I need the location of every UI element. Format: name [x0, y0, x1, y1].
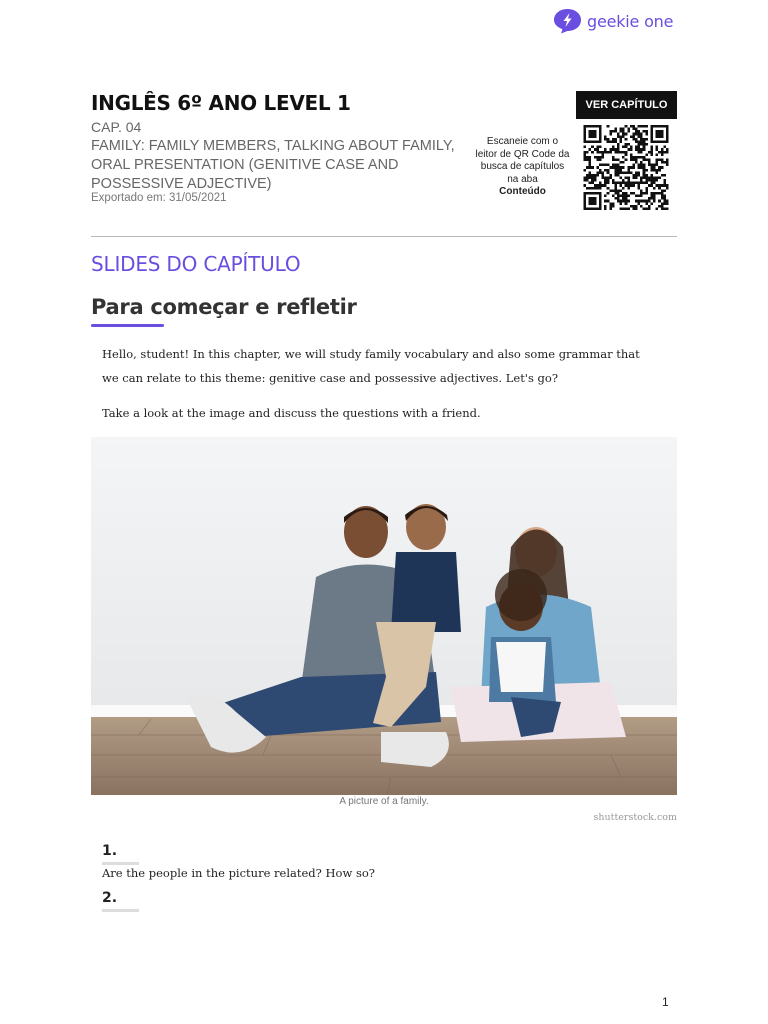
brand-name: geekie one	[587, 11, 674, 31]
view-chapter-button[interactable]: VER CAPÍTULO	[576, 91, 677, 119]
subject-title: INGLÊS 6º ANO LEVEL 1	[91, 91, 351, 115]
section-title: Para começar e refletir	[91, 295, 357, 319]
question-number: 2.	[102, 890, 118, 906]
question-number: 1.	[102, 843, 118, 859]
chapter-number: CAP. 04	[91, 119, 142, 135]
qr-code-modules	[584, 125, 669, 210]
slides-heading: SLIDES DO CAPÍTULO	[91, 252, 301, 276]
instruction-paragraph: Take a look at the image and discuss the questions with a friend.	[102, 406, 481, 420]
qr-instructions	[475, 136, 570, 199]
image-caption: A picture of a family.	[339, 796, 429, 807]
intro-paragraph: Hello, student! In this chapter, we will study family vocabulary and also some grammar that we can relate to this theme: genitive case and possessive adjectives. Let's go?	[102, 347, 640, 385]
qr-instructions-tab: Conteúdo	[499, 186, 546, 197]
qr-code[interactable]	[581, 125, 671, 210]
export-date: Exportado em: 31/05/2021	[91, 192, 227, 204]
header-divider	[91, 236, 677, 237]
page-number: 1	[662, 995, 669, 1009]
lightning-bolt-icon	[553, 8, 582, 34]
question-underline	[102, 862, 139, 865]
section-underline	[91, 324, 164, 327]
question-text: Are the people in the picture related? How so?	[102, 866, 375, 880]
family-photo	[91, 437, 677, 795]
image-credit: shutterstock.com	[593, 812, 677, 823]
qr-instructions-text: Escaneie com o leitor de QR Code da busca de capítulos na aba	[475, 136, 570, 185]
geekie-one-logo	[553, 8, 673, 34]
question-underline	[102, 909, 139, 912]
chapter-title: FAMILY: FAMILY MEMBERS, TALKING ABOUT FAMILY, ORAL PRESENTATION (GENITIVE CASE AND POSSESSIVE ADJECTIVE)	[91, 138, 455, 192]
